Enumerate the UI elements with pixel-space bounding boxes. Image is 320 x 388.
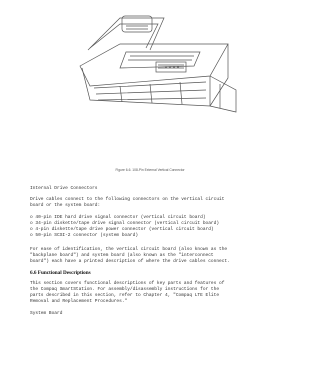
identification-para-line: board") each have a printed description of where the drive cables connect.	[30, 259, 230, 264]
functional-para-line: the Compaq SmartStation. For assembly/disassembly instructions for the	[30, 287, 220, 292]
functional-para-line: Removal and Replacement Procedures."	[30, 299, 128, 304]
section-heading-internal-drive-connectors: Internal Drive Connectors	[30, 186, 98, 191]
connector-list-item: o 34-pin diskette/tape drive signal connector (vertical circuit board)	[30, 221, 220, 226]
section-heading-functional-descriptions: 6.6 Functional Descriptions	[30, 270, 91, 276]
figure-caption: Figure 6-6. 108-Pin External Vertical Connector	[115, 168, 185, 172]
identification-para-line: For ease of identification, the vertical circuit board (also known as the	[30, 247, 228, 252]
intro-line-1: Drive cables connect to the following connectors on the vertical circuit	[30, 197, 225, 202]
functional-para-line: parts described in this section, refer to Chapter 4, "Compaq LTE Elite	[30, 293, 220, 298]
connector-list-item: o 50-pin SCSI-2 connector (system board)	[30, 233, 139, 238]
docking-station-illustration	[60, 4, 250, 164]
connector-list-item: o 4-pin diskette/tape drive power connector (vertical circuit board)	[30, 227, 214, 232]
functional-para-line: This section covers functional descriptions of key parts and features of	[30, 281, 225, 286]
connector-list-item: o 40-pin IDE hard drive signal connector (vertical circuit board)	[30, 215, 206, 220]
intro-line-2: board or the system board:	[30, 203, 101, 208]
section-heading-system-board: System Board	[30, 311, 63, 316]
identification-para-line: "backplane board") and system board (also known as the "interconnect	[30, 253, 214, 258]
